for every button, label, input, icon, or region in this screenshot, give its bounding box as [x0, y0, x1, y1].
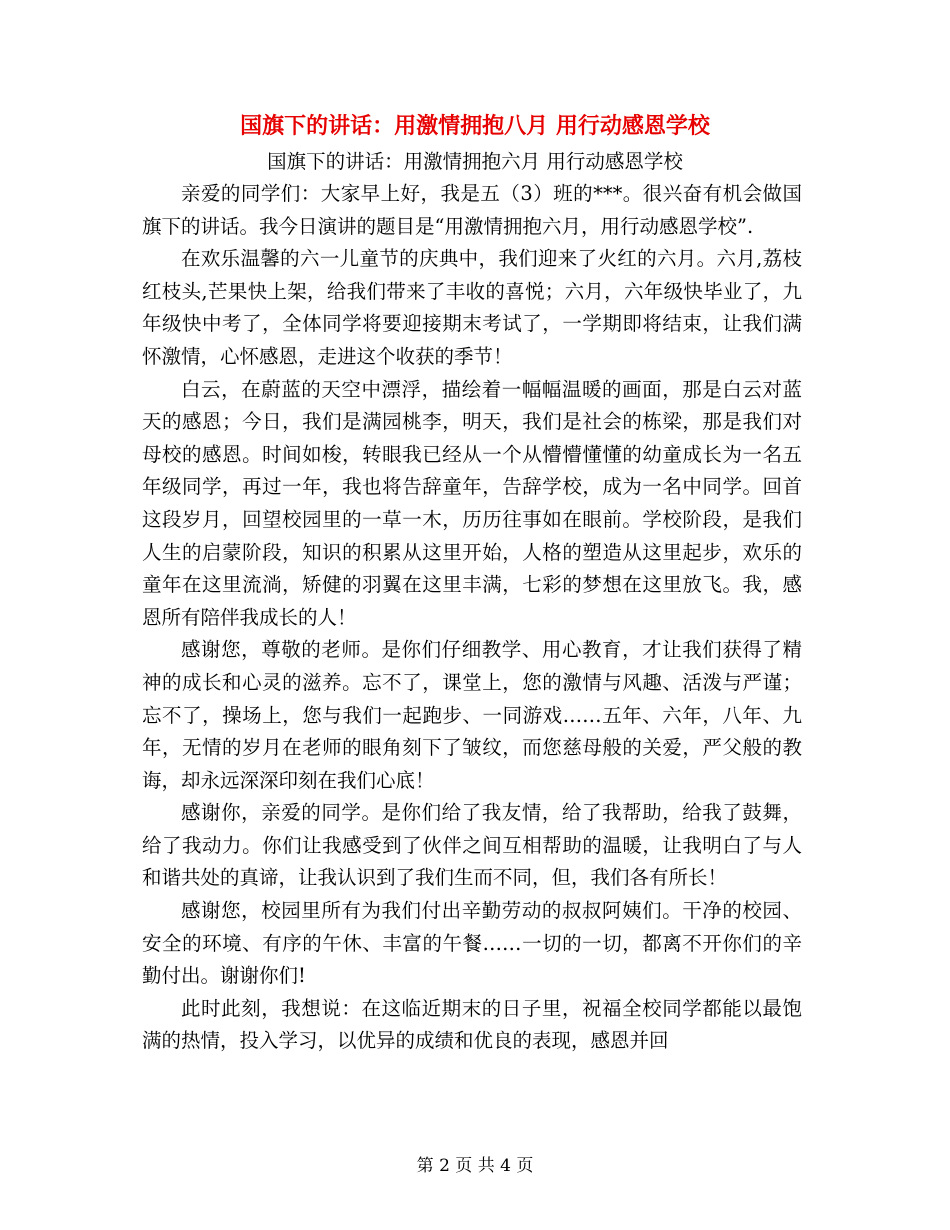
paragraph-clouds: 白云，在蔚蓝的天空中漂浮，描绘着一幅幅温暖的画面，那是白云对蓝天的感恩；今日，我们是满园桃李，明天，我们是社会的栋梁，那是我们对母校的感恩。时间如梭，转眼我已经从一个从懵懵懂懂的幼童成长为一名五年级同学，再过一年，我也将告辞童年，告辞学校，成为一名中同学。回首这段岁月，回望校园里的一草一木，历历往事如在眼前。学校阶段，是我们人生的启蒙阶段，知识的积累从这里开始，人格的塑造从这里起步，欢乐的童年在这里流淌，矫健的羽翼在这里丰满，七彩的梦想在这里放飞。我，感恩所有陪伴我成长的人！ [142, 377, 802, 629]
paragraph-greeting: 亲爱的同学们：大家早上好，我是五（3）班的***。很兴奋有机会做国旗下的讲话。我今日演讲的题目是“用激情拥抱六月，用行动感恩学校”. [142, 182, 802, 238]
paragraph-teachers: 感谢您，尊敬的老师。是你们仔细教学、用心教育，才让我们获得了精神的成长和心灵的滋养。忘不了，课堂上，您的激情与风趣、活泼与严谨；忘不了，操场上，您与我们一起跑步、一同游戏……五年、六年，八年、九年，无情的岁月在老师的眼角刻下了皱纹，而您慈母般的关爱，严父般的教诲，却永远深深印刻在我们心底！ [142, 638, 802, 792]
page-subtitle: 国旗下的讲话：用激情拥抱六月 用行动感恩学校 [267, 150, 683, 173]
document-body [142, 178, 802, 1058]
paragraph-closing: 此时此刻，我想说：在这临近期末的日子里，祝福全校同学都能以最饱满的热情，投入学习，以优异的成绩和优良的表现，感恩并回 [142, 996, 802, 1053]
page-number-footer: 第 2 页 共 4 页 [416, 1156, 534, 1176]
page-title: 国旗下的讲话：用激情拥抱八月 用行动感恩学校 [240, 113, 710, 139]
paragraph-staff: 感谢您，校园里所有为我们付出辛勤劳动的叔叔阿姨们。干净的校园、安全的环境、有序的午休、丰富的午餐……一切的一切，都离不开你们的辛勤付出。谢谢你们! [142, 899, 802, 988]
paragraph-june: 在欢乐温馨的六一儿童节的庆典中，我们迎来了火红的六月。六月,荔枝红枝头,芒果快上架，给我们带来了丰收的喜悦；六月，六年级快毕业了，九年级快中考了，全体同学将要迎接期末考试了，一学期即将结束，让我们满怀激情，心怀感恩，走进这个收获的季节！ [142, 247, 802, 368]
paragraph-classmates: 感谢你，亲爱的同学。是你们给了我友情，给了我帮助，给我了鼓舞，给了我动力。你们让我感受到了伙伴之间互相帮助的温暖，让我明白了与人和谐共处的真谛，让我认识到了我们生而不同，但，我们各有所长！ [142, 801, 802, 890]
